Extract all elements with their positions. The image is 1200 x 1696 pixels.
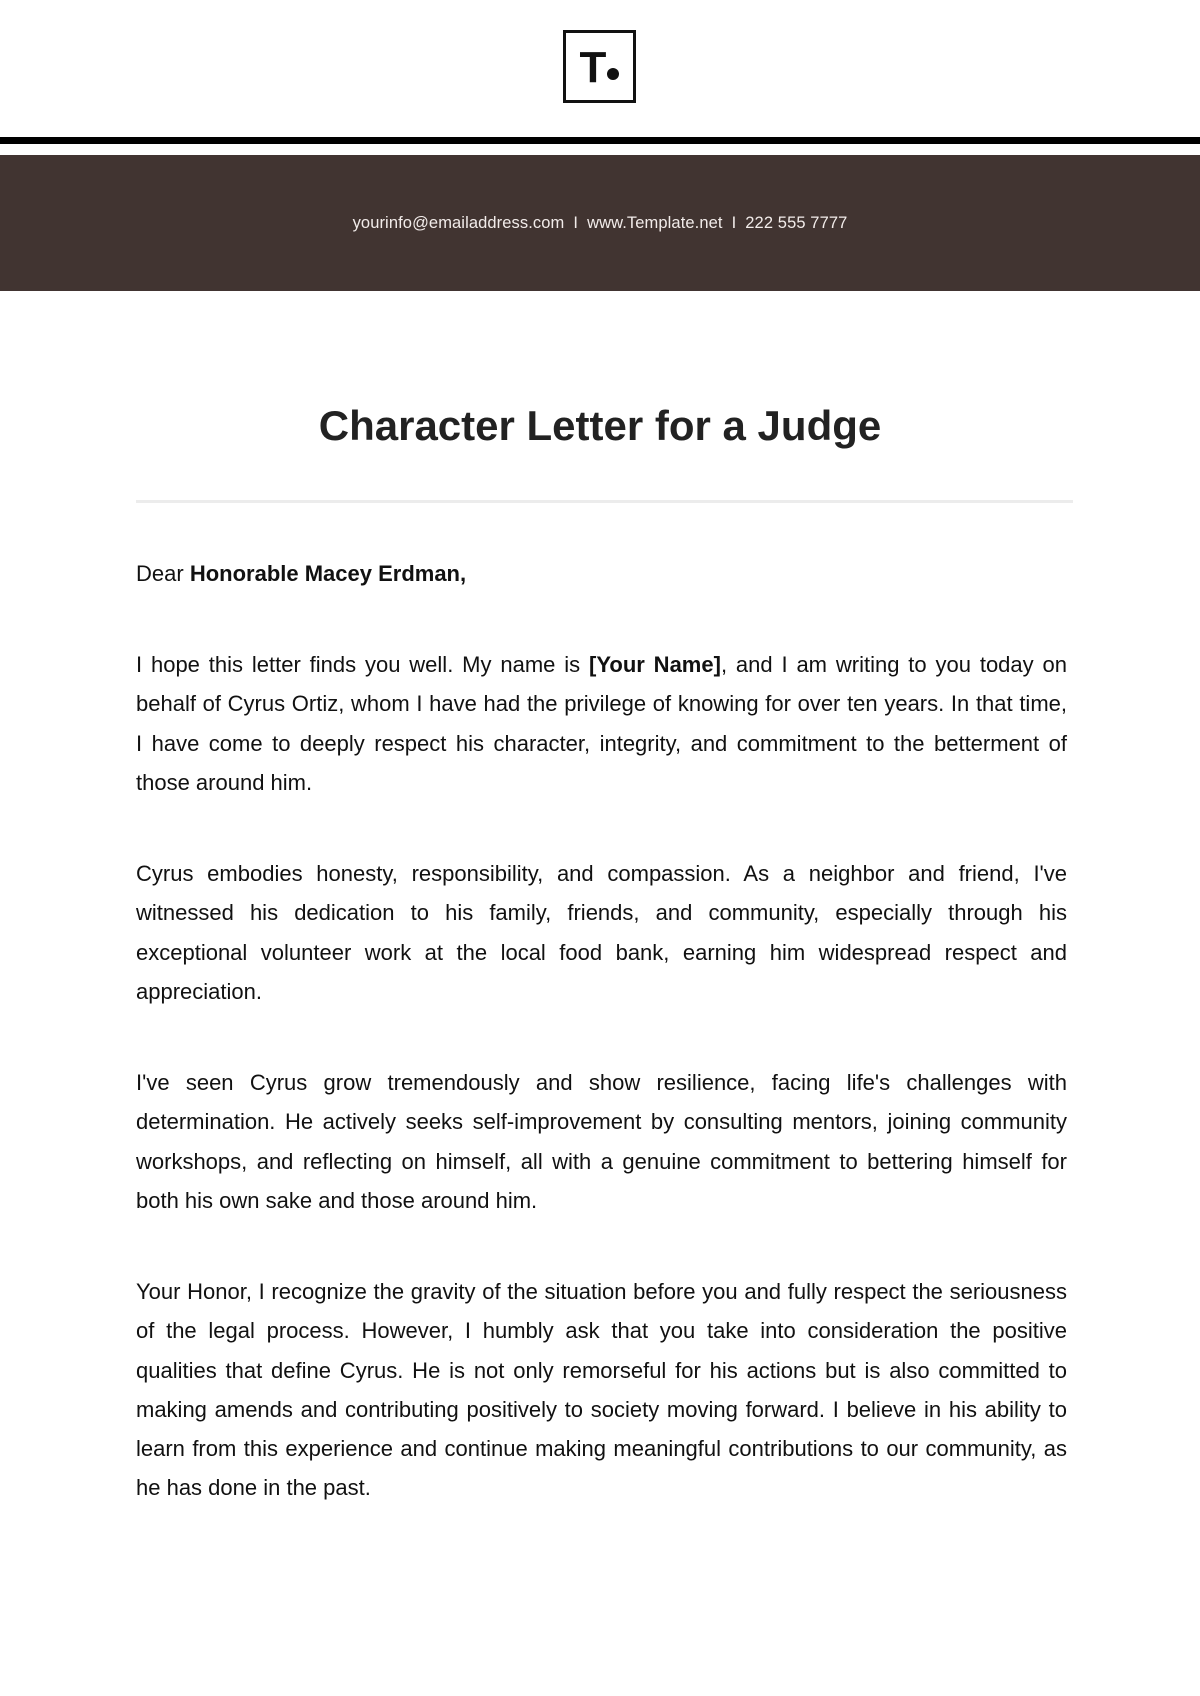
contact-email: yourinfo@emailaddress.com <box>352 213 565 232</box>
logo-dot <box>607 68 619 80</box>
logo-letter: T <box>579 42 606 92</box>
greeting-salutation: Dear <box>136 561 184 586</box>
your-name-placeholder: [Your Name] <box>589 652 721 677</box>
contact-band <box>0 155 1200 291</box>
paragraph-request: Your Honor, I recognize the gravity of the situation before you and fully respect the seriousness of the legal process. However, I humbly ask that you take into consideration the positive qualities that define Cyrus. He is not only remorseful for his actions but is also committed to making amends and contributing positively to society moving forward. I believe in his ability to learn from this experience and continue making meaningful contributions to our community, as he has done in the past. <box>136 1279 1067 1501</box>
greeting <box>136 554 1067 593</box>
contact-website: www.Template.net <box>587 213 723 232</box>
paragraph-intro-text: I hope this letter finds you well. My name is <box>136 652 581 677</box>
paragraph-character: Cyrus embodies honesty, responsibility, and compassion. As a neighbor and friend, I've witnessed his dedication to his family, friends, and community, especially through his exceptional volunteer work at the local food bank, earning him widespread respect and appreciation. <box>136 861 1067 1004</box>
greeting-recipient: Honorable Macey Erdman, <box>189 561 467 586</box>
contact-separator: I <box>731 213 737 232</box>
contact-separator: I <box>573 213 579 232</box>
title-divider <box>136 500 1073 503</box>
document-title: Character Letter for a Judge <box>318 402 882 449</box>
paragraph-intro <box>136 645 1067 802</box>
contact-line <box>353 214 848 233</box>
paragraph-intro-text-rest: , and I am writing to you today on behalf of Cyrus Ortiz, whom I have had the privilege of knowing for over ten years. In that time, I have come to deeply respect his character, integrity, and commitment to the betterment of those around him. <box>136 652 1067 795</box>
template-logo-icon <box>563 30 636 103</box>
paragraph-growth: I've seen Cyrus grow tremendously and show resilience, facing life's challenges with determination. He actively seeks self-improvement by consulting mentors, joining community workshops, and reflecting on himself, all with a genuine commitment to bettering himself for both his own sake and those around him. <box>136 1070 1067 1213</box>
header-rule <box>0 137 1200 144</box>
contact-phone: 222 555 7777 <box>745 213 848 232</box>
